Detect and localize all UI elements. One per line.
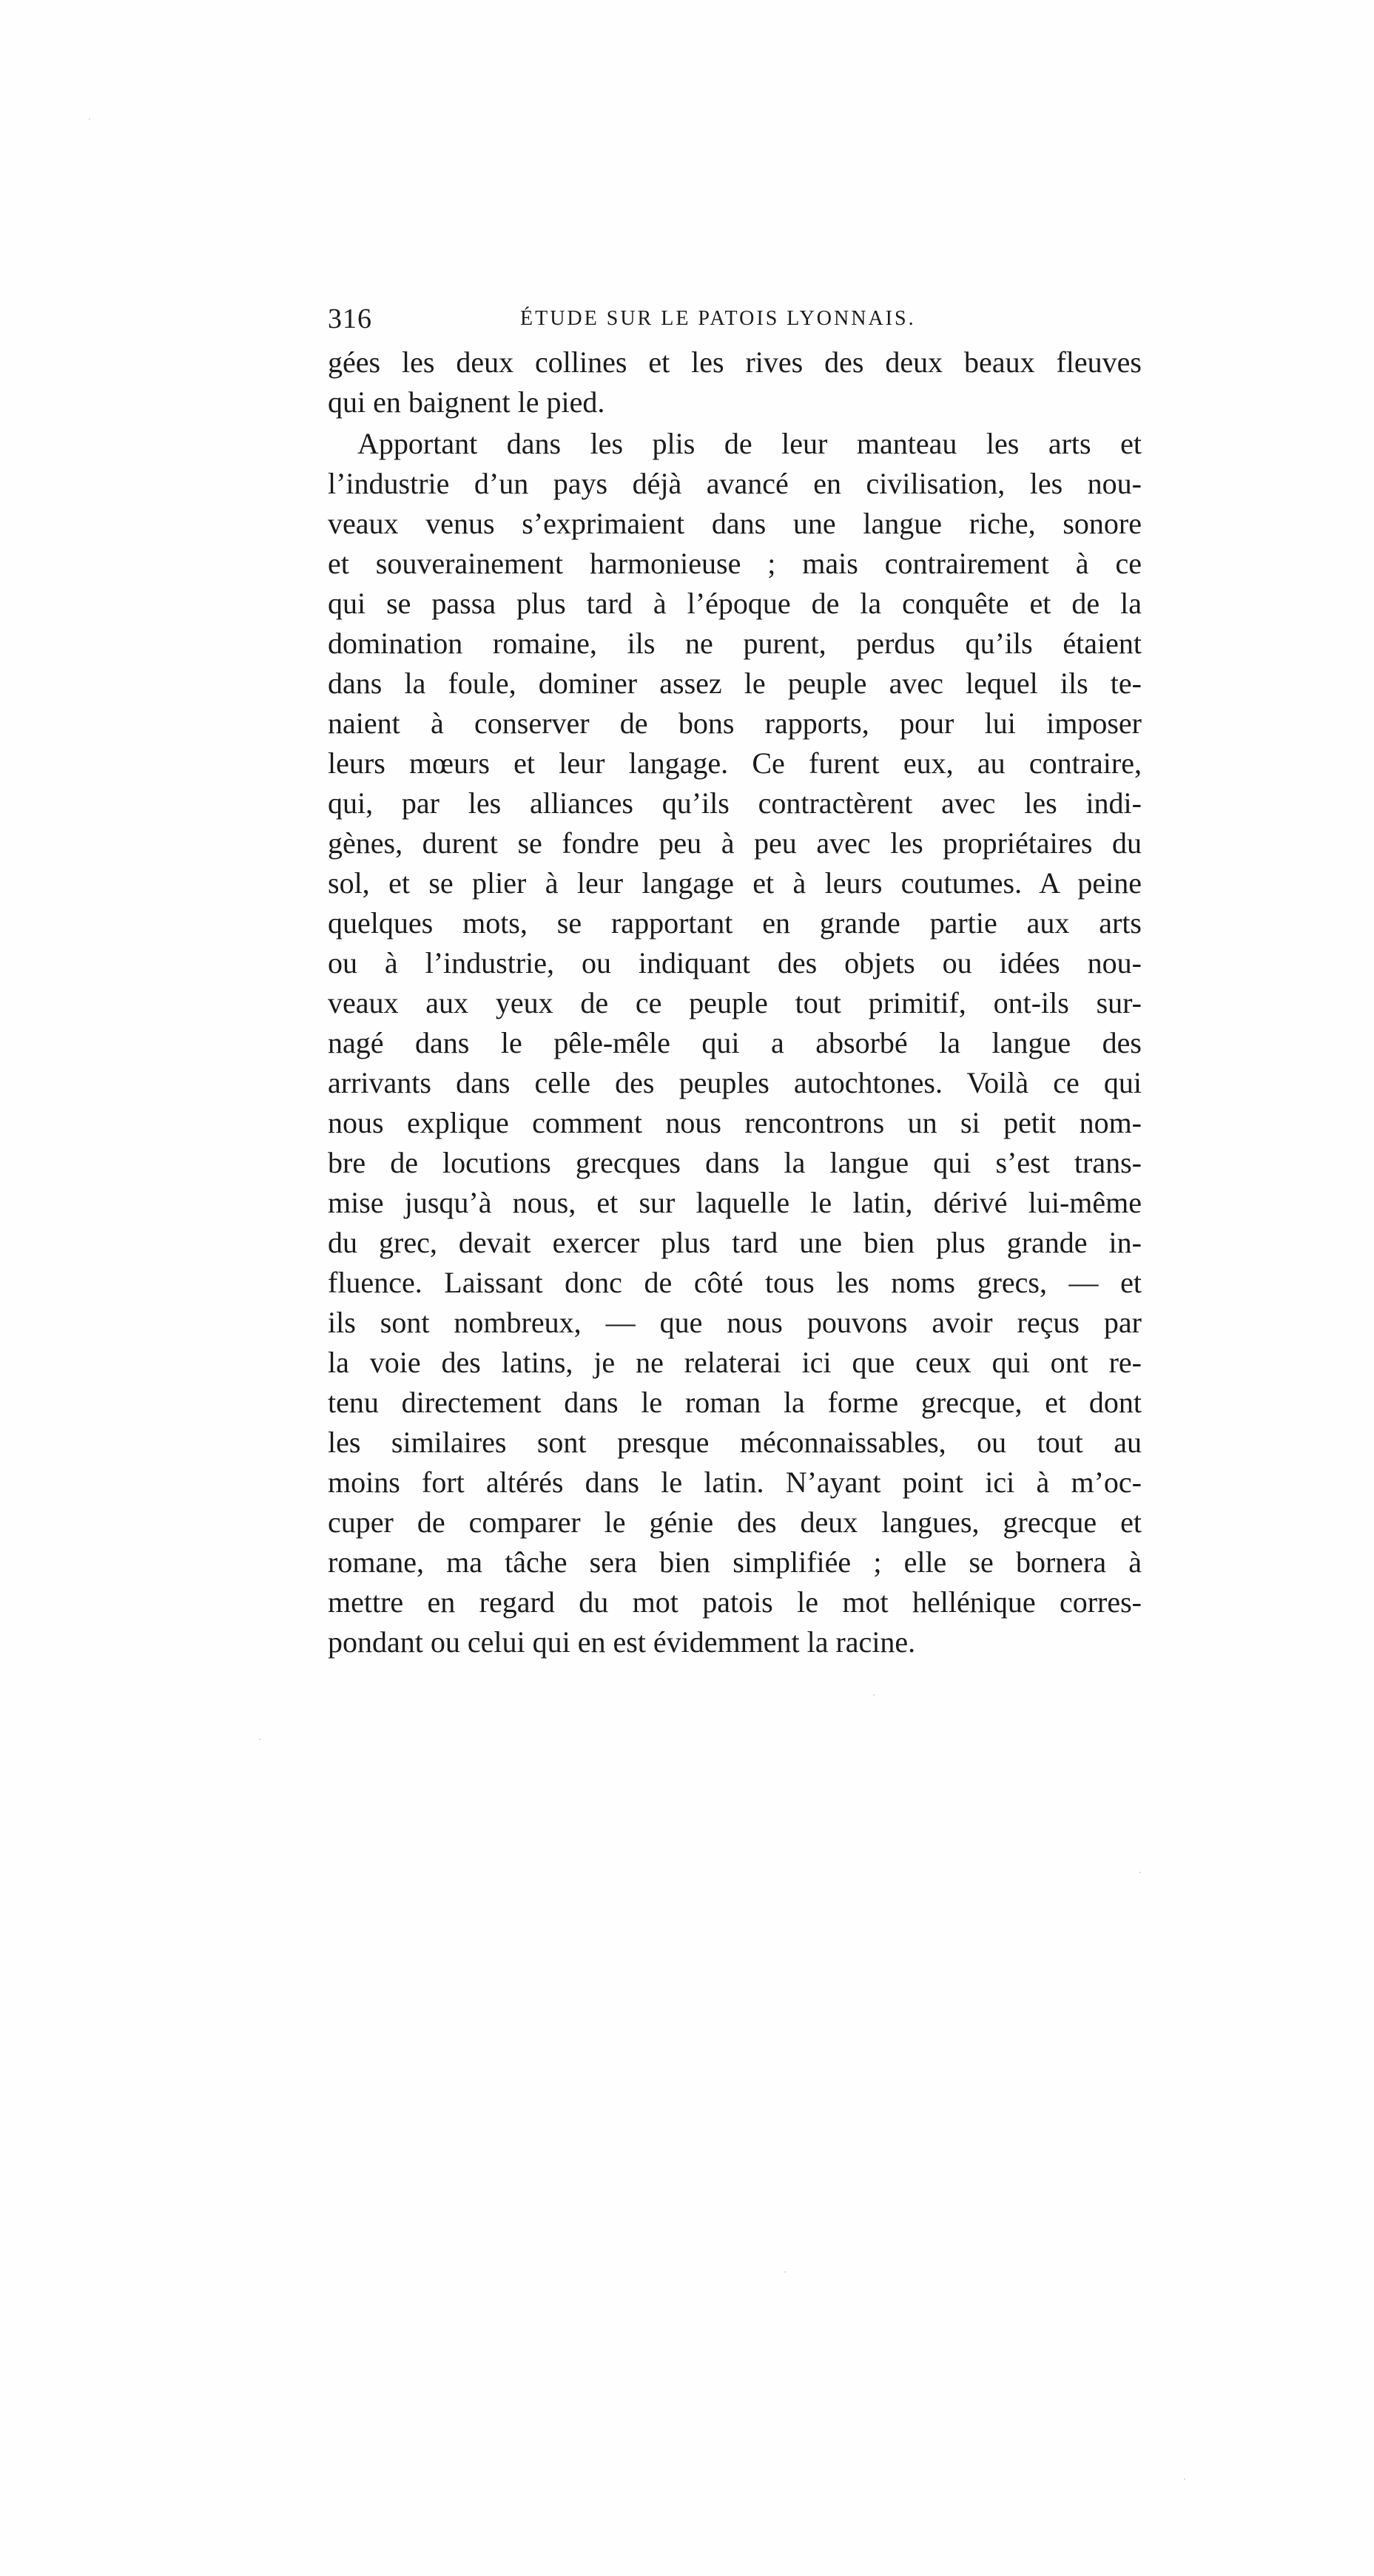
text-line: nagé dans le pêle-mêle qui a absorbé la langue des bbox=[328, 1026, 1142, 1059]
text-line: fluence. Laissant donc de côté tous les noms grecs, — et bbox=[328, 1266, 1142, 1299]
page-header bbox=[328, 300, 1142, 338]
paragraph-2 bbox=[328, 424, 1142, 1662]
text-line: domination romaine, ils ne purent, perdus qu’ils étaient bbox=[328, 627, 1142, 660]
text-line: l’industrie d’un pays déjà avancé en civilisation, les nou- bbox=[328, 467, 1142, 500]
text-line: cuper de comparer le génie des deux langues, grecque et bbox=[328, 1506, 1142, 1539]
text-line: dans la foule, dominer assez le peuple avec lequel ils te- bbox=[328, 667, 1142, 700]
text-line: veaux venus s’exprimaient dans une langue riche, sonore bbox=[328, 507, 1142, 540]
text-line: la voie des latins, je ne relaterai ici que ceux qui ont re- bbox=[328, 1346, 1142, 1379]
text-line: veaux aux yeux de ce peuple tout primitif, ont-ils sur- bbox=[328, 986, 1142, 1019]
text-line: sol, et se plier à leur langage et à leurs coutumes. A peine bbox=[328, 866, 1142, 900]
text-line: qui, par les alliances qu’ils contractèrent avec les indi- bbox=[328, 786, 1142, 820]
text-line: Apportant dans les plis de leur manteau les arts et bbox=[357, 427, 1142, 460]
text-line: tenu directement dans le roman la forme grecque, et dont bbox=[328, 1386, 1142, 1419]
running-title: ÉTUDE SUR LE PATOIS LYONNAIS. bbox=[520, 307, 916, 330]
scan-speck bbox=[784, 2271, 786, 2273]
page-number: 316 bbox=[328, 303, 372, 334]
text-line: bre de locutions grecques dans la langue qui s’est trans- bbox=[328, 1146, 1142, 1179]
text-line: du grec, devait exercer plus tard une bien plus grande in- bbox=[328, 1226, 1142, 1259]
text-line: et souverainement harmonieuse ; mais contrairement à ce bbox=[328, 547, 1142, 580]
text-line: pondant ou celui qui en est évidemment la racine. bbox=[328, 1625, 916, 1659]
text-line: naient à conserver de bons rapports, pour lui imposer bbox=[328, 707, 1142, 740]
text-line: gènes, durent se fondre peu à peu avec les propriétaires du bbox=[328, 826, 1142, 860]
paragraph-1 bbox=[328, 343, 1142, 422]
scan-speck bbox=[873, 1694, 875, 1696]
body-text bbox=[328, 343, 1142, 1662]
scan-speck bbox=[89, 118, 90, 120]
text-line: moins fort altérés dans le latin. N’ayant point ici à m’oc- bbox=[328, 1466, 1142, 1499]
scan-speck bbox=[1184, 2478, 1185, 2480]
text-line: qui se passa plus tard à l’époque de la conquête et de la bbox=[328, 587, 1142, 620]
text-line: nous explique comment nous rencontrons un si petit nom- bbox=[328, 1106, 1142, 1139]
text-line: mise jusqu’à nous, et sur laquelle le latin, dérivé lui-même bbox=[328, 1186, 1142, 1219]
text-line: gées les deux collines et les rives des deux beaux fleuves bbox=[328, 345, 1142, 379]
text-line: arrivants dans celle des peuples autochtones. Voilà ce qui bbox=[328, 1066, 1142, 1099]
text-line: les similaires sont presque méconnaissables, ou tout au bbox=[328, 1426, 1142, 1459]
text-line: mettre en regard du mot patois le mot hellénique corres- bbox=[328, 1585, 1142, 1619]
text-line: ils sont nombreux, — que nous pouvons avoir reçus par bbox=[328, 1306, 1142, 1339]
text-line: leurs mœurs et leur langage. Ce furent eux, au contraire, bbox=[328, 746, 1142, 780]
scan-speck bbox=[1139, 1872, 1141, 1873]
text-line: qui en baignent le pied. bbox=[328, 385, 605, 419]
text-line: romane, ma tâche sera bien simplifiée ; elle se bornera à bbox=[328, 1545, 1142, 1579]
text-line: ou à l’industrie, ou indiquant des objets ou idées nou- bbox=[328, 946, 1142, 980]
text-line: quelques mots, se rapportant en grande partie aux arts bbox=[328, 906, 1142, 940]
scan-speck bbox=[259, 1739, 260, 1740]
